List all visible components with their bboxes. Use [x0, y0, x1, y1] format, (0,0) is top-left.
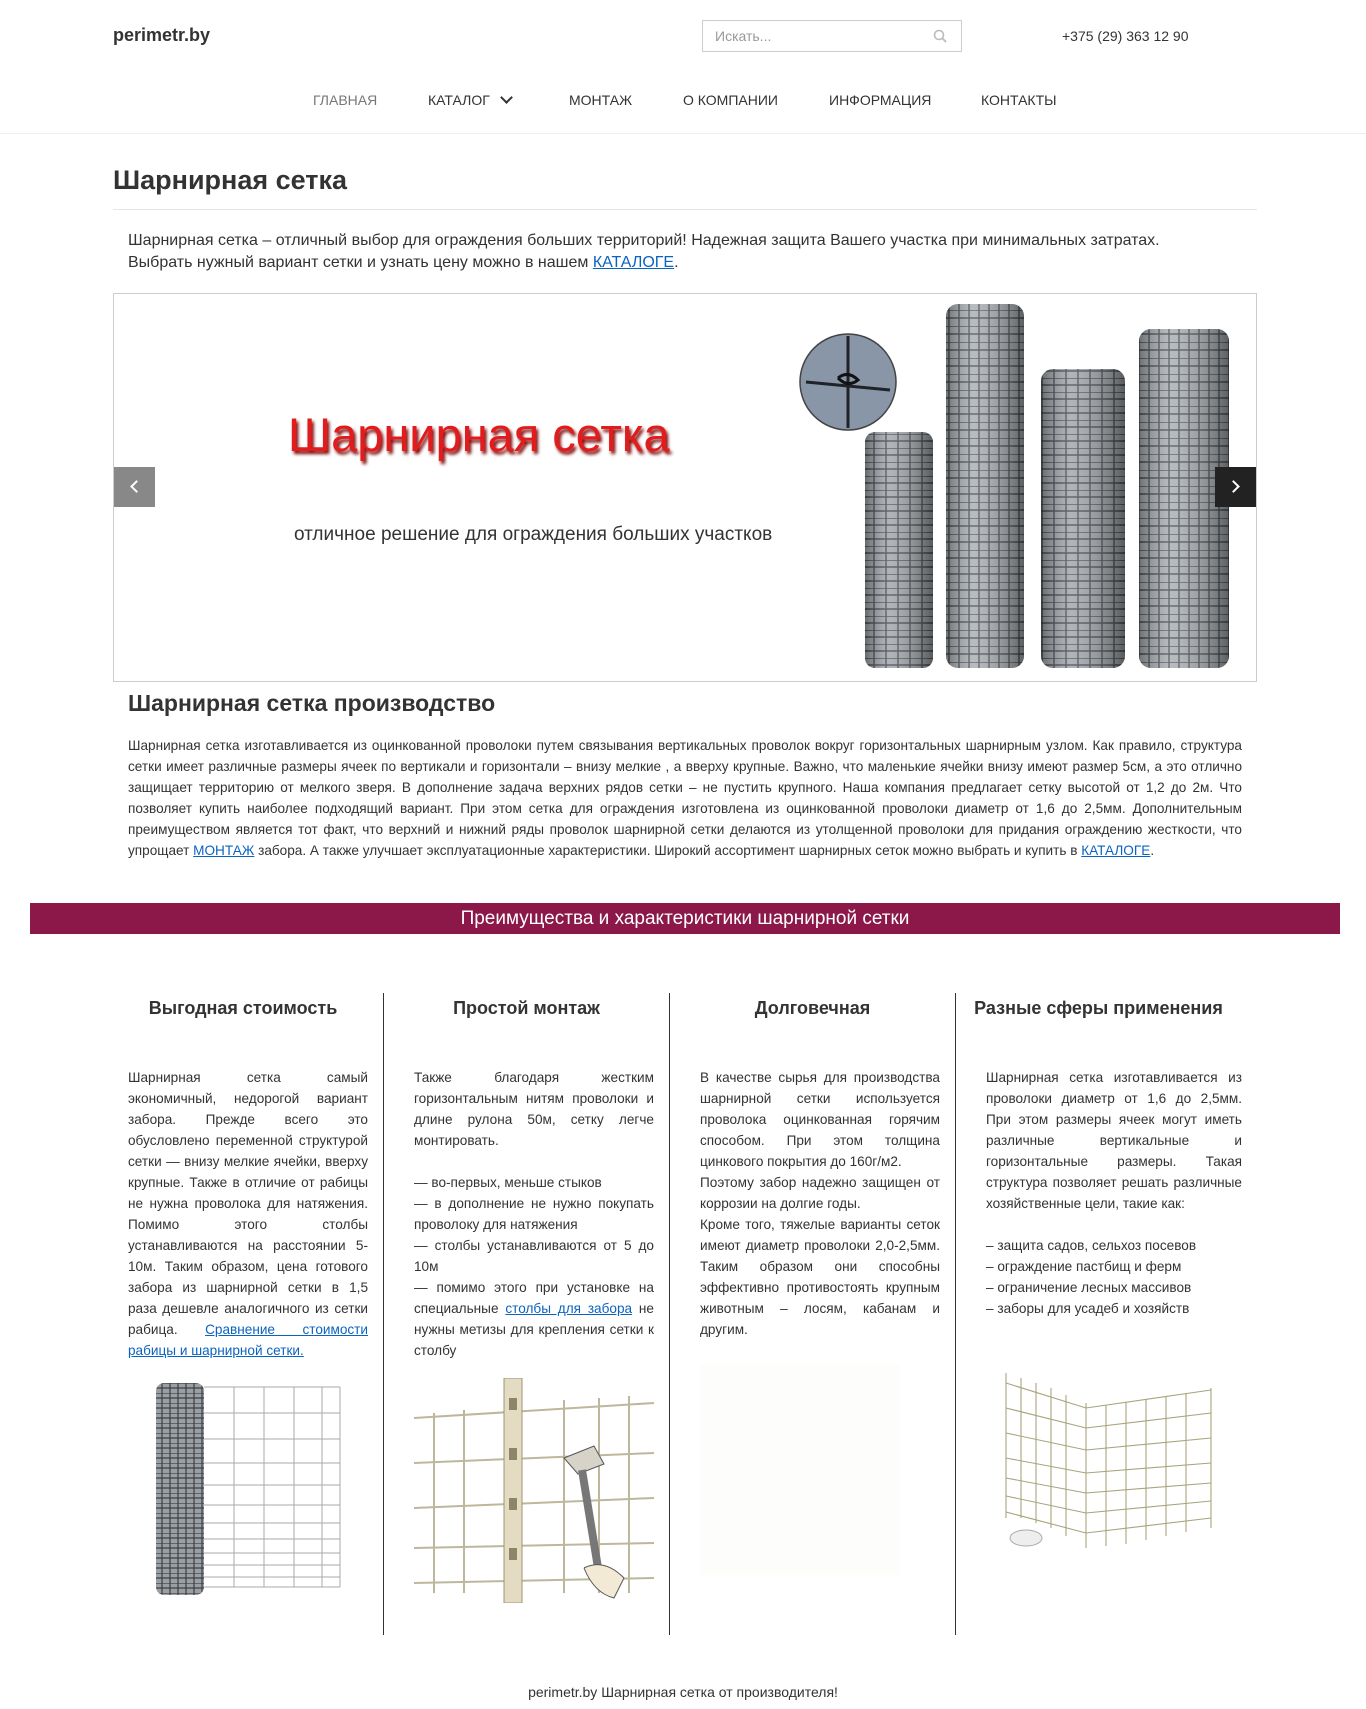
installation-illustration	[414, 1378, 654, 1603]
catalog-link-2[interactable]: КАТАЛОГЕ	[1081, 843, 1151, 858]
nav-item-home[interactable]: ГЛАВНАЯ	[313, 92, 378, 108]
production-title: Шарнирная сетка производство	[128, 690, 496, 716]
advantage-text-price-body: Шарнирная сетка самый экономичный, недорогой вариант забора. Прежде всего это обусловлено переменной структурой сетки — внизу мелкие ячейки, вверху крупные. Также в отличие от рабицы не нужна проволока для натяжения. Помимо этого столбы устанавливаются на расстоянии 5-10м. Таким образом, цена готового забора из шарнирной сетки в 1,5 раза дешевле аналогичного из сетки рабица.	[128, 1070, 368, 1337]
advantage-text-applications: Шарнирная сетка изготавливается из проволоки диаметр от 1,6 до 2,5мм. При этом размеры ячеек могут иметь различные вертикальные и горизонтальные размеры. Такая структура позволяет решать различные хозяйственные цели, такие как: – защита садов, сельхоз посевов – ограждение пастбищ и ферм – ограничение лесных массивов – заборы для усадеб и хозяйств	[986, 1070, 1242, 1316]
production-text	[128, 735, 1242, 861]
fence-posts-link[interactable]: столбы для забора	[505, 1301, 633, 1316]
search-input[interactable]	[703, 21, 923, 51]
chevron-right-icon	[1227, 480, 1240, 493]
nav-item-about[interactable]: О КОМПАНИИ	[683, 92, 778, 108]
production-text-part2: забора. А также улучшает эксплуатационные характеристики. Широкий ассортимент шарнирных сеток можно выбрать и купить в	[254, 843, 1082, 858]
mesh-roll-image	[150, 1383, 350, 1595]
title-divider	[113, 209, 1257, 210]
advantage-text-installation	[414, 1067, 654, 1361]
advantage-col-applications	[955, 993, 1241, 1635]
catalog-link[interactable]: КАТАЛОГЕ	[592, 254, 675, 271]
site-header	[0, 0, 1366, 134]
hero-slider	[113, 293, 1257, 682]
price-comparison-link[interactable]: Сравнение стоимости рабицы и шарнирной сетки.	[128, 1322, 368, 1358]
production-text-part1: Шарнирная сетка изготавливается из оцинкованной проволоки путем связывания вертикальных проволок вокруг горизонтальных шарнирным узлом. Как правило, структура сетки имеет различные размеры ячеек по вертикали и горизонтали – внизу мелкие , а вверху крупные. Важно, что маленькие ячейки внизу имеют размер 5см, а это отлично защищает территорию от мелкого зверя. В дополнение задача верхних рядов сетки – не пустить крупного. Наша компания предлагает сетку высотой от 1,2 до 2м. Что позволяет купить наиболее подходящий вариант. При этом сетка для ограждения изготовлена из оцинкованной проволоки диаметр от 1,6 до 2,5мм. Дополнительным преимуществом является тот факт, что верхний и нижний ряды проволок шарнирной сетки делаются из утолщенной проволоки для придания ограждению жесткости, что упрощает	[128, 738, 1242, 858]
intro-line-1: Шарнирная сетка – отличный выбор для ограждения больших территорий! Надежная защита Вашего участка при минимальных затратах.	[128, 232, 1160, 249]
advantage-title-installation: Простой монтаж	[453, 998, 600, 1018]
durable-image	[700, 1365, 900, 1575]
site-logo[interactable]: perimetr.by	[113, 25, 211, 45]
advantage-title-durable: Долговечная	[754, 998, 871, 1018]
advantage-col-installation	[383, 993, 669, 1635]
slide-subtitle: отличное решение для ограждения больших участков	[294, 524, 773, 545]
slide-title: Шарнирная сетка	[288, 408, 670, 461]
nav-item-info[interactable]: ИНФОРМАЦИЯ	[829, 92, 932, 108]
advantage-col-price	[100, 993, 386, 1635]
search-icon[interactable]	[933, 29, 947, 43]
chevron-left-icon	[130, 480, 143, 493]
page-title: Шарнирная сетка	[113, 165, 348, 195]
intro-line-2-suffix: .	[674, 254, 679, 271]
advantage-text-durable: В качестве сырья для производства шарнирной сетки используется проволока оцинкованная горячим способом. При этом толщина цинкового покрытия до 160г/м2. Поэтому забор надежно защищен от коррозии на долгие годы. Кроме того, тяжелые варианты сеток имеют диаметр проволоки 2,0-2,5мм. Таким образом они способны эффективно противостоять крупным животным – лосям, кабанам и другим.	[700, 1070, 940, 1337]
advantage-col-durable	[669, 993, 955, 1635]
search-box	[702, 20, 962, 52]
installation-link[interactable]: МОНТАЖ	[193, 843, 255, 858]
intro-line-2-text: Выбрать нужный вариант сетки и узнать цену можно в нашем	[128, 254, 593, 271]
intro-text	[128, 230, 1160, 274]
phone-number[interactable]: +375 (29) 363 12 90	[1062, 28, 1189, 44]
mesh-rolls-image	[784, 294, 1257, 682]
nav-item-installation[interactable]: МОНТАЖ	[569, 92, 633, 108]
advantage-text-installation-tail: не нужны метизы для крепления сетки к столбу	[414, 1301, 654, 1358]
advantage-text-installation-body: Также благодаря жестким горизонтальным нитям проволоки и длине рулона 50м, сетку легче монтировать. — во-первых, меньше стыков — в дополнение не нужно покупать проволоку для натяжения — столбы устанавливаются от 5 до 10м — помимо этого при установке на специальные	[414, 1070, 654, 1316]
intro-line-2	[128, 252, 1160, 274]
fence-illustration	[996, 1368, 1246, 1558]
chevron-down-icon	[500, 91, 513, 104]
advantage-text-price	[128, 1067, 368, 1361]
slider-prev-button[interactable]	[114, 467, 155, 507]
nav-item-catalog-label: КАТАЛОГ	[428, 92, 490, 108]
advantages-banner: Преимущества и характеристики шарнирной сетки	[30, 903, 1340, 934]
production-text-part3: .	[1150, 843, 1155, 858]
advantage-title-price: Выгодная стоимость	[148, 998, 338, 1018]
advantage-title-applications: Разные сферы применения	[974, 998, 1223, 1018]
nav-item-contacts[interactable]: КОНТАКТЫ	[981, 92, 1057, 108]
slider-next-button[interactable]	[1215, 467, 1256, 507]
nav-item-catalog[interactable]	[428, 92, 511, 108]
footer-text: perimetr.by Шарнирная сетка от производителя!	[528, 1684, 838, 1700]
